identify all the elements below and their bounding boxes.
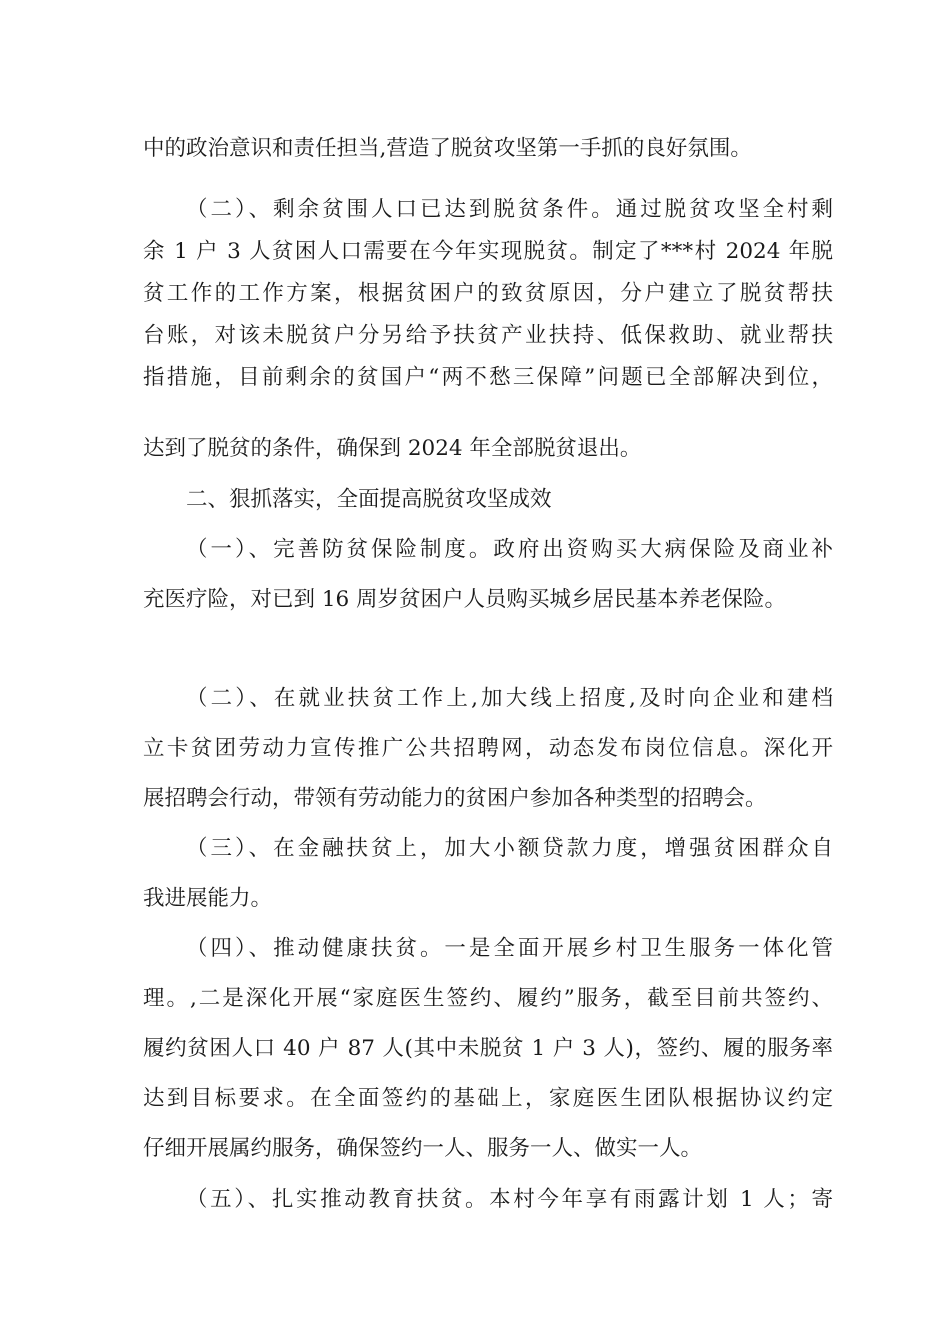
paragraph-line: 充医疗险，对已到 16 周岁贫困户人员购买城乡居民基本养老保险。 [143,587,787,612]
paragraph-line: 履约贫困人口 40 户 87 人(其中未脱贫 1 户 3 人)，签约、履的服务率 [143,1036,833,1061]
paragraph-line: （一）、完善防贫保险制度。政府出资购买大病保险及商业补 [186,537,833,562]
paragraph-line: （四）、推动健康扶贫。一是全面开展乡村卫生服务一体化管 [186,936,833,961]
paragraph-line: （三）、在金融扶贫上，加大小额贷款力度，增强贫困群众自 [186,836,833,861]
paragraph-line: （二）、在就业扶贫工作上,加大线上招度,及时向企业和建档 [186,686,833,711]
paragraph-line: 台账，对该未脱贫户分另给予扶贫产业扶持、低保救助、就业帮扶 [143,323,833,348]
paragraph-line: 达到目标要求。在全面签约的基础上，家庭医生团队根据协议约定 [143,1086,833,1111]
paragraph-line: 中的政治意识和责任担当,营造了脱贫攻坚第一手抓的良好氛围。 [143,136,752,161]
paragraph-line: （五）、扎实推动教育扶贫。本村今年享有雨露计划 1 人；寄 [186,1187,833,1212]
paragraph-line: 理。,二是深化开展“家庭医生签约、履约”服务，截至目前共签约、 [143,986,833,1011]
paragraph-line: 余 1 户 3 人贫困人口需要在今年实现脱贫。制定了***村 2024 年脱 [143,239,833,264]
paragraph-line: 指措施，目前剩余的贫国户“两不愁三保障”问题已全部解决到位， [143,365,833,390]
paragraph-line: （二）、剩余贫围人口已达到脱贫条件。通过脱贫攻坚全村剩 [186,197,833,222]
section-heading: 二、狠抓落实，全面提高脱贫攻坚成效 [186,487,552,512]
paragraph-line: 仔细开展属约服务，确保签约一人、服务一人、做实一人。 [143,1136,703,1161]
paragraph-line: 贫工作的工作方案，根据贫困户的致贫原因，分户建立了脱贫帮扶 [143,281,833,306]
paragraph-line: 我进展能力。 [143,886,273,911]
paragraph-line: 立卡贫团劳动力宣传推广公共招聘网，动态发布岗位信息。深化开 [143,736,833,761]
paragraph-line: 展招聘会行动，带领有劳动能力的贫困户参加各种类型的招聘会。 [143,786,767,811]
paragraph-line: 达到了脱贫的条件，确保到 2024 年全部脱贫退出。 [143,436,642,461]
